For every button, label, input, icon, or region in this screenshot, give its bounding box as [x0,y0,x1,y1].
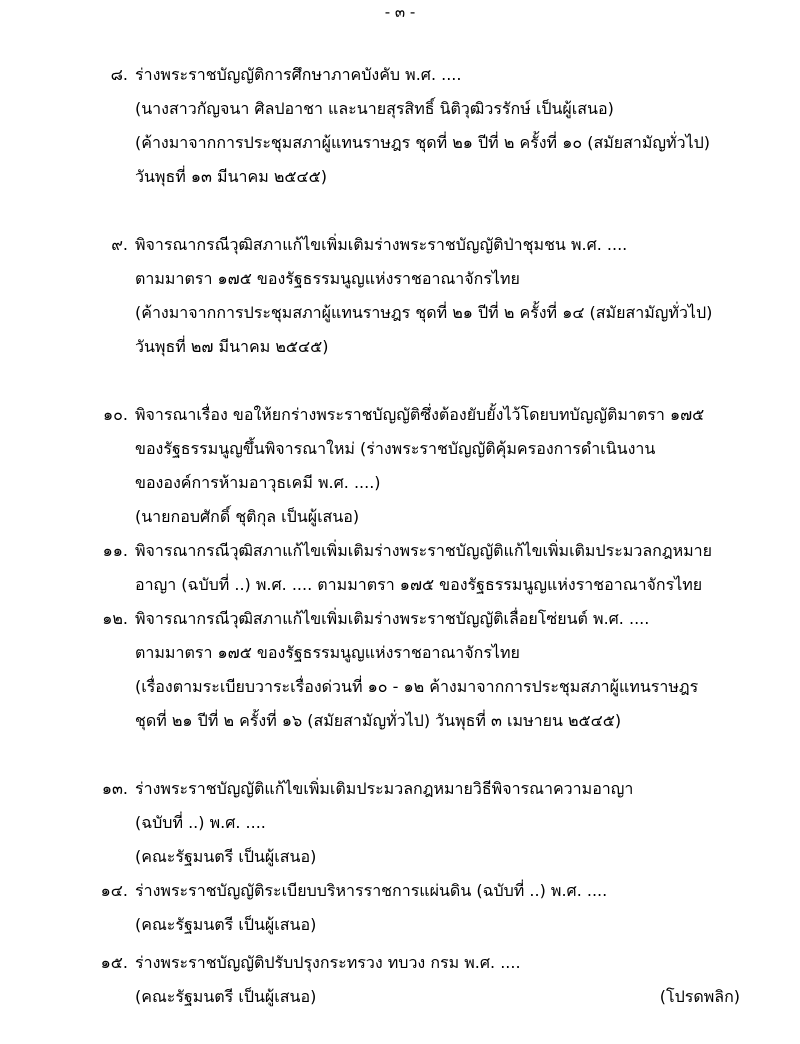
item-line: (นายกอบศักดิ์ ชุติกุล เป็นผู้เสนอ) [135,507,360,526]
item-number: ๑๕. [100,953,128,972]
item-number: ๑๐. [102,405,128,424]
item-line: พิจารณากรณีวุฒิสภาแก้ไขเพิ่มเติมร่างพระราชบัญญัติแก้ไขเพิ่มเติมประมวลกฎหมาย [135,541,713,560]
item-number: ๙. [111,235,128,254]
item-line: ตามมาตรา ๑๗๕ ของรัฐธรรมนูญแห่งราชอาณาจักรไทย [135,269,520,288]
item-line: ตามมาตรา ๑๗๕ ของรัฐธรรมนูญแห่งราชอาณาจักรไทย [135,643,520,662]
please-turn-over-note: (โปรดพลิก) [659,987,740,1006]
item-number: ๑๒. [102,609,128,628]
item-line: พิจารณาเรื่อง ขอให้ยกร่างพระราชบัญญัติซึ่งต้องยับยั้งไว้โดยบทบัญญัติมาตรา ๑๗๕ [135,405,705,424]
page-number: - ๓ - [384,3,416,21]
item-number: ๑๑. [102,541,128,560]
item-line: พิจารณากรณีวุฒิสภาแก้ไขเพิ่มเติมร่างพระราชบัญญัติป่าชุมชน พ.ศ. .... [135,235,628,254]
item-line: (คณะรัฐมนตรี เป็นผู้เสนอ) [135,847,317,866]
item-line: ร่างพระราชบัญญัติการศึกษาภาคบังคับ พ.ศ. .... [135,65,462,84]
item-line: (เรื่องตามระเบียบวาระเรื่องด่วนที่ ๑๐ - ๑๒ ค้างมาจากการประชุมสภาผู้แทนราษฎร [135,677,699,696]
item-line: ร่างพระราชบัญญัติปรับปรุงกระทรวง ทบวง กรม พ.ศ. .... [135,953,521,972]
item-line: (คณะรัฐมนตรี เป็นผู้เสนอ) [135,915,317,934]
item-line: (ค้างมาจากการประชุมสภาผู้แทนราษฎร ชุดที่ ๒๑ ปีที่ ๒ ครั้งที่ ๑๔ (สมัยสามัญทั่วไป) [135,303,713,322]
item-line: อาญา (ฉบับที่ ..) พ.ศ. .... ตามมาตรา ๑๗๕ ของรัฐธรรมนูญแห่งราชอาณาจักรไทย [135,575,703,594]
item-line: (นางสาวกัญจนา ศิลปอาชา และนายสุรสิทธิ์ นิติวุฒิวรรักษ์ เป็นผู้เสนอ) [135,99,614,118]
item-line: ร่างพระราชบัญญัติแก้ไขเพิ่มเติมประมวลกฎหมายวิธีพิจารณาความอาญา [135,779,634,798]
item-line: (ค้างมาจากการประชุมสภาผู้แทนราษฎร ชุดที่ ๒๑ ปีที่ ๒ ครั้งที่ ๑๐ (สมัยสามัญทั่วไป) [135,133,711,152]
item-line: (คณะรัฐมนตรี เป็นผู้เสนอ) [135,987,317,1006]
item-line: (ฉบับที่ ..) พ.ศ. .... [135,813,266,832]
item-line: ของรัฐธรรมนูญขึ้นพิจารณาใหม่ (ร่างพระราชบัญญัติคุ้มครองการดำเนินงาน [135,439,656,458]
item-number: ๑๓. [101,779,128,798]
item-line: ขององค์การห้ามอาวุธเคมี พ.ศ. ....) [135,473,381,492]
item-number: ๘. [110,65,128,84]
item-line: วันพุธที่ ๒๗ มีนาคม ๒๕๔๕) [135,337,329,356]
item-line: ชุดที่ ๒๑ ปีที่ ๒ ครั้งที่ ๑๖ (สมัยสามัญทั่วไป) วันพุธที่ ๓ เมษายน ๒๕๔๕) [135,711,622,730]
item-line: พิจารณากรณีวุฒิสภาแก้ไขเพิ่มเติมร่างพระราชบัญญัติเลื่อยโซ่ยนต์ พ.ศ. .... [135,609,650,628]
item-number: ๑๔. [100,881,128,900]
item-line: ร่างพระราชบัญญัติระเบียบบริหารราชการแผ่นดิน (ฉบับที่ ..) พ.ศ. .... [135,881,608,900]
item-line: วันพุธที่ ๑๓ มีนาคม ๒๕๔๕) [135,167,327,186]
